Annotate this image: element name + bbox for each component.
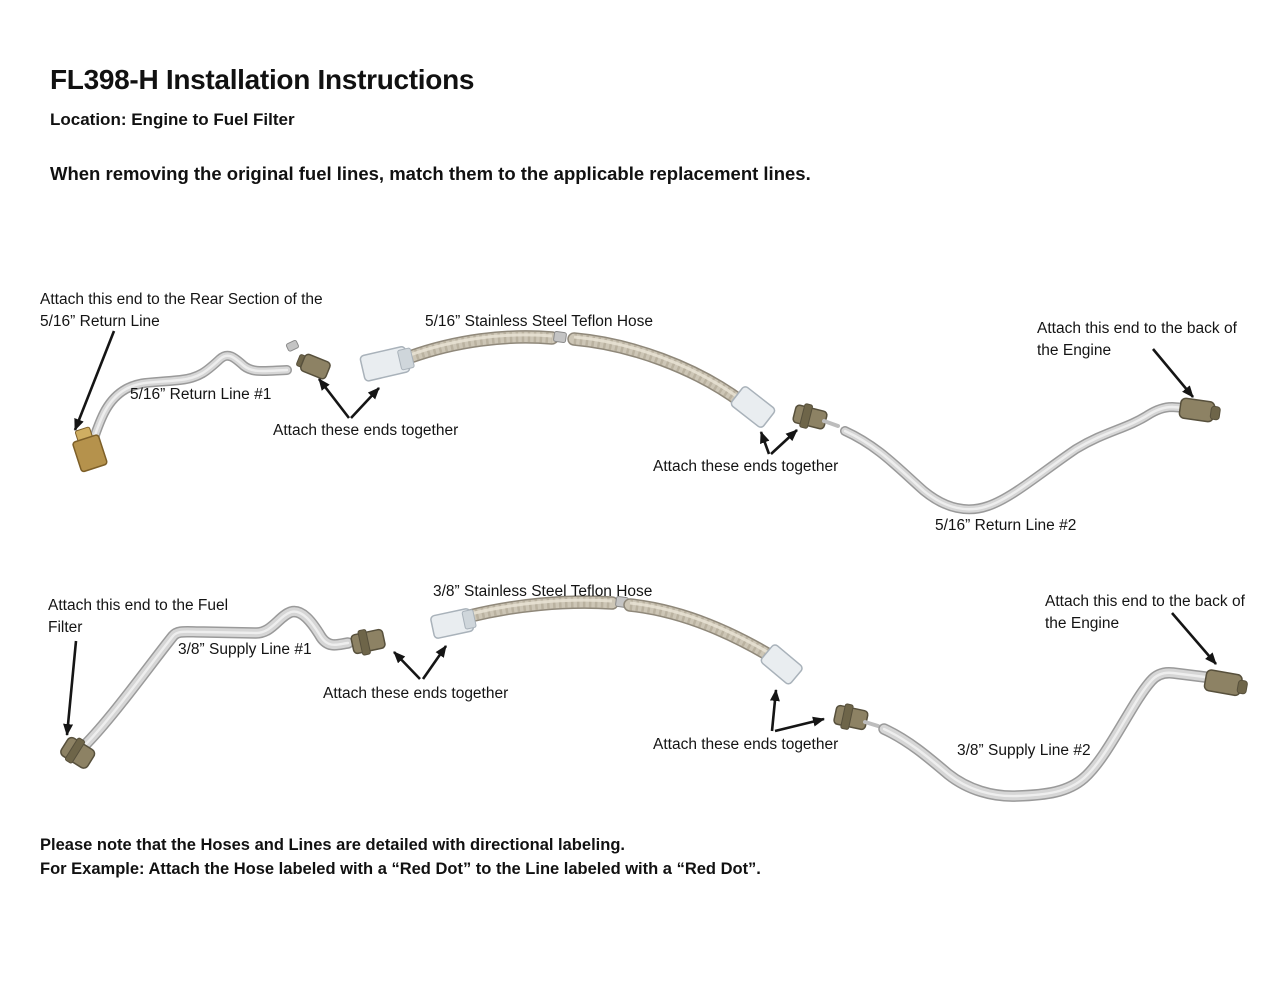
page-title: FL398-H Installation Instructions bbox=[50, 64, 475, 95]
tube-nut-fitting bbox=[350, 626, 386, 657]
engine-end-fitting bbox=[1179, 398, 1221, 423]
hose-end-fitting-left bbox=[360, 345, 416, 382]
arrow-ends-bottom-left-b bbox=[423, 646, 446, 679]
label-attach-ends-bottom-right: Attach these ends together bbox=[653, 736, 839, 753]
return-line-2 bbox=[792, 398, 1222, 510]
supply-line-2 bbox=[833, 669, 1249, 796]
arrow-to-fuel-filter bbox=[67, 641, 76, 735]
arrow-ends-top-right-b bbox=[771, 430, 797, 454]
teflon-hose-516 bbox=[360, 331, 777, 429]
label-return-line-1: 5/16” Return Line #1 bbox=[130, 386, 272, 403]
note-directional-labeling: Please note that the Hoses and Lines are detailed with directional labeling. bbox=[40, 836, 625, 854]
arrow-ends-top-left-a bbox=[319, 379, 349, 418]
label-supply-line-1: 3/8” Supply Line #1 bbox=[178, 641, 312, 658]
teflon-hose-38 bbox=[430, 596, 803, 685]
label-attach-engine-top: Attach this end to the back of the Engine bbox=[1037, 320, 1237, 359]
retainer-clip bbox=[286, 340, 299, 352]
arrow-ends-bottom-left-a bbox=[394, 652, 420, 679]
tube-nut-fitting bbox=[295, 351, 331, 380]
label-return-line-2: 5/16” Return Line #2 bbox=[935, 517, 1077, 534]
label-attach-fuel-filter: Attach this end to the Fuel Filter bbox=[48, 597, 229, 636]
return-line-1 bbox=[69, 340, 331, 472]
engine-end-fitting bbox=[1204, 669, 1249, 697]
label-supply-line-2: 3/8” Supply Line #2 bbox=[957, 742, 1091, 759]
brass-fitting bbox=[69, 425, 107, 472]
arrow-ends-top-right-a bbox=[761, 432, 769, 454]
label-teflon-hose-38: 3/8” Stainless Steel Teflon Hose bbox=[433, 583, 653, 600]
arrow-ends-bottom-right-a bbox=[772, 690, 776, 731]
note-red-dot-example: For Example: Attach the Hose labeled with a “Red Dot” to the Line labeled with a “Red Dot”. bbox=[40, 860, 761, 878]
label-teflon-hose-516: 5/16” Stainless Steel Teflon Hose bbox=[425, 313, 654, 330]
location-subtitle: Location: Engine to Fuel Filter bbox=[50, 110, 295, 129]
hose-end-fitting-left bbox=[430, 607, 477, 638]
intro-text: When removing the original fuel lines, match them to the applicable replacement lines. bbox=[50, 163, 811, 184]
label-attach-engine-bottom: Attach this end to the back of the Engine bbox=[1045, 593, 1245, 632]
tube-nut-fitting bbox=[792, 401, 829, 432]
arrow-ends-top-left-b bbox=[351, 388, 379, 418]
label-attach-rear-section: Attach this end to the Rear Section of the 5/16” Return Line bbox=[40, 291, 323, 330]
tube-nut-fitting bbox=[833, 702, 869, 733]
label-attach-ends-top-left: Attach these ends together bbox=[273, 422, 459, 439]
label-attach-ends-bottom-left: Attach these ends together bbox=[323, 685, 509, 702]
label-attach-ends-top-right: Attach these ends together bbox=[653, 458, 839, 475]
arrow-ends-bottom-right-b bbox=[775, 719, 824, 731]
